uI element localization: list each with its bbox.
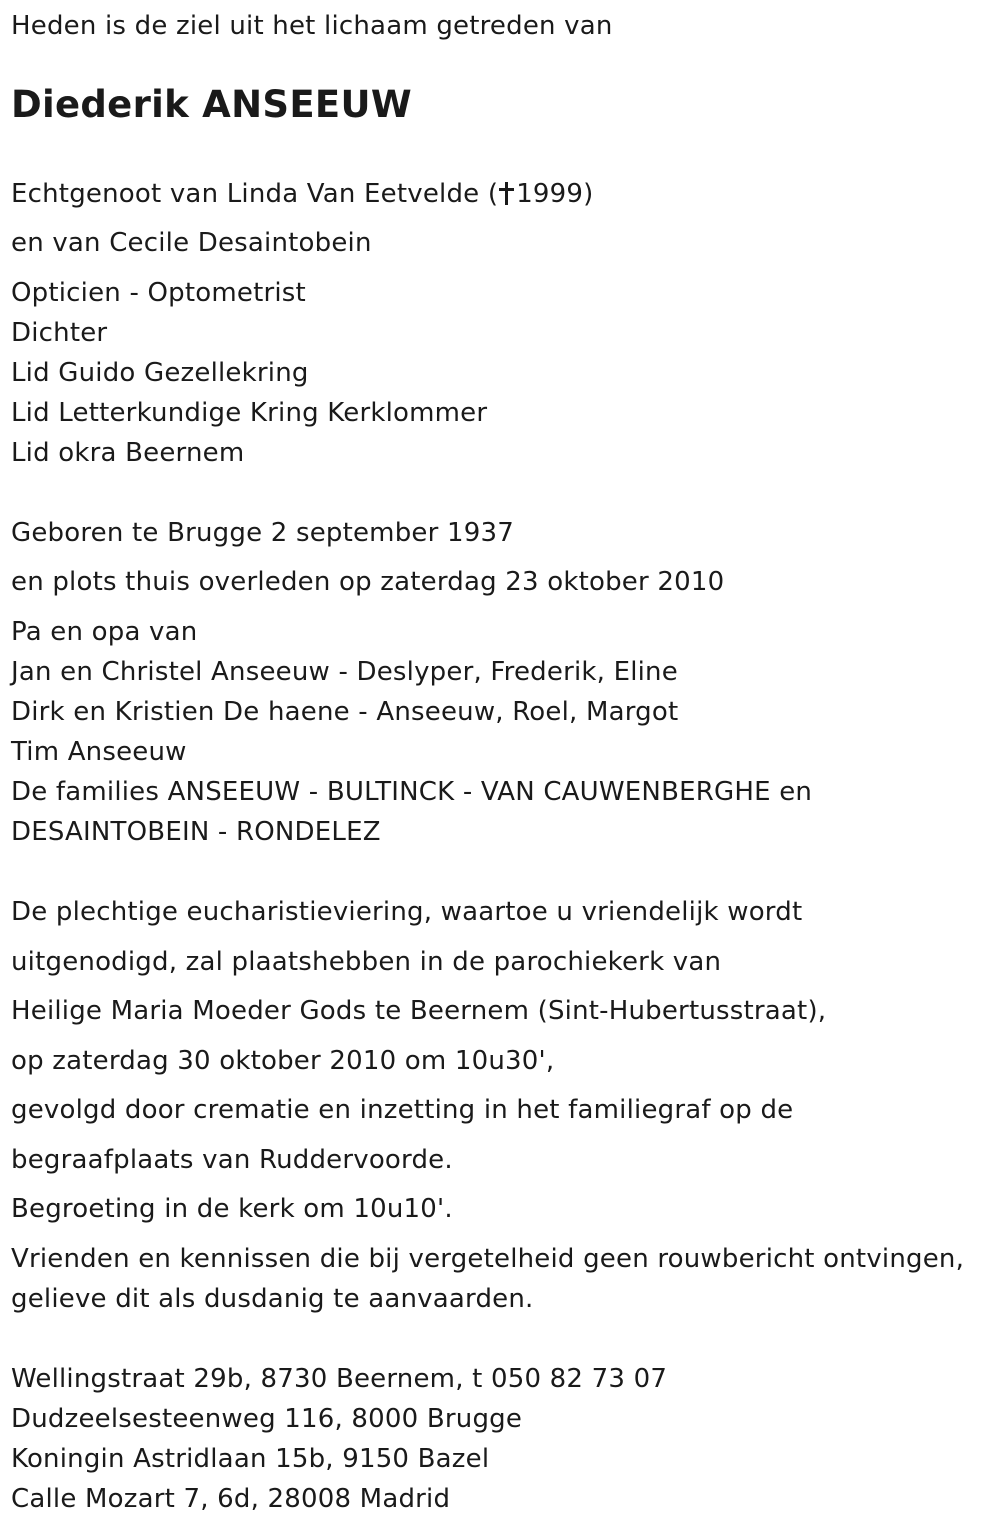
spouse-line-1	[11, 177, 594, 211]
ceremony-line: Vrienden en kennissen die bij vergetelheid geen rouwbericht ontvingen,	[11, 1244, 965, 1274]
family-line: Jan en Christel Anseeuw - Deslyper, Frederik, Eline	[11, 657, 678, 687]
family-line: DESAINTOBEIN - RONDELEZ	[11, 817, 381, 847]
family-line: Dirk en Kristien De haene - Anseeuw, Roel, Margot	[11, 697, 679, 727]
death-line: en plots thuis overleden op zaterdag 23 oktober 2010	[11, 567, 725, 597]
role-item: Lid Guido Gezellekring	[11, 358, 309, 388]
ceremony-line: gelieve dit als dusdanig te aanvaarden.	[11, 1284, 534, 1314]
ceremony-line: Begroeting in de kerk om 10u10'.	[11, 1194, 453, 1224]
family-line: Pa en opa van	[11, 617, 198, 647]
family-line: De families ANSEEUW - BULTINCK - VAN CAUWENBERGHE en	[11, 777, 813, 807]
intro-text: Heden is de ziel uit het lichaam getreden van	[11, 11, 613, 41]
spouse-line-2: en van Cecile Desaintobein	[11, 228, 372, 258]
address-line: Calle Mozart 7, 6d, 28008 Madrid	[11, 1484, 451, 1514]
role-item: Lid okra Beernem	[11, 438, 245, 468]
role-item: Lid Letterkundige Kring Kerklommer	[11, 398, 488, 428]
address-line: Wellingstraat 29b, 8730 Beernem, t 050 82 73 07	[11, 1364, 668, 1394]
ceremony-line: op zaterdag 30 oktober 2010 om 10u30',	[11, 1046, 555, 1076]
role-item: Opticien - Optometrist	[11, 278, 306, 308]
ceremony-line: De plechtige eucharistieviering, waartoe u vriendelijk wordt	[11, 897, 803, 927]
ceremony-line: uitgenodigd, zal plaatshebben in de parochiekerk van	[11, 947, 722, 977]
spouse-line-1-text: Echtgenoot van Linda Van Eetvelde (	[11, 179, 499, 209]
spouse-death-year: 1999)	[516, 179, 594, 209]
deceased-name: Diederik ANSEEUW	[11, 83, 412, 126]
cross-icon	[499, 180, 513, 206]
birth-line: Geboren te Brugge 2 september 1937	[11, 518, 514, 548]
ceremony-line: gevolgd door crematie en inzetting in het familiegraf op de	[11, 1095, 794, 1125]
address-line: Koningin Astridlaan 15b, 9150 Bazel	[11, 1444, 490, 1474]
ceremony-line: begraafplaats van Ruddervoorde.	[11, 1145, 453, 1175]
role-item: Dichter	[11, 318, 108, 348]
address-line: Dudzeelsesteenweg 116, 8000 Brugge	[11, 1404, 523, 1434]
family-line: Tim Anseeuw	[11, 737, 187, 767]
ceremony-line: Heilige Maria Moeder Gods te Beernem (Sint-Hubertusstraat),	[11, 996, 827, 1026]
